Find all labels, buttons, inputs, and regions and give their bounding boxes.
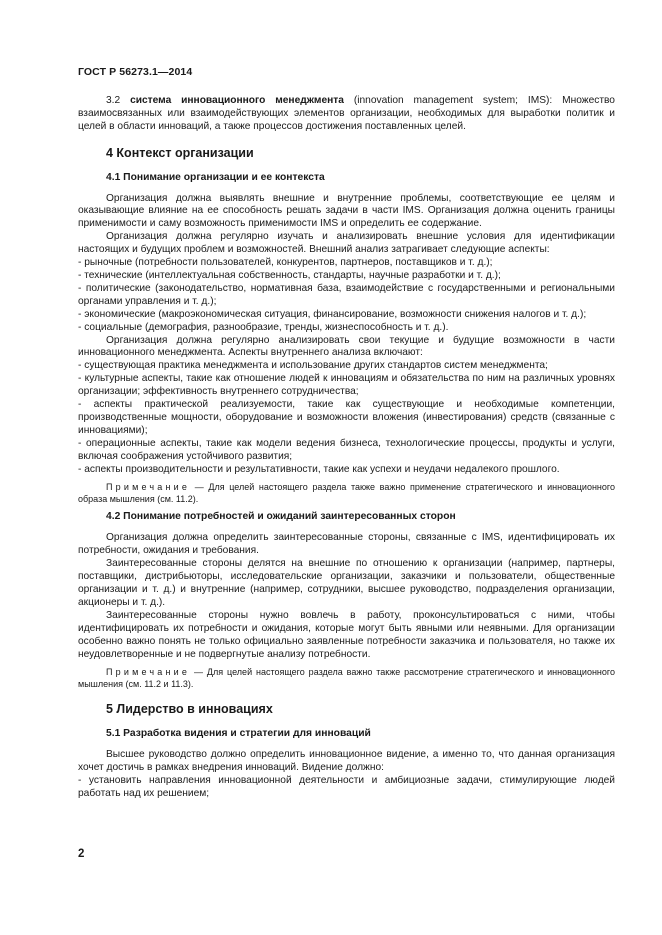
note-text: — Для целей настоящего раздела также важно применение стратегического и инновационного образа мышления (см. 11.2). [78, 482, 615, 504]
list-item: - экономические (макроэкономическая ситуация, финансирование, возможности снижения налогов и т. д.); [78, 308, 587, 320]
definition-number: 3.2 [106, 95, 121, 106]
note [78, 482, 615, 505]
paragraph: Организация должна определить заинтересованные стороны, связанные с IMS, идентифицировать их потребности, ожидания и требования. [78, 532, 615, 557]
note-text: — Для целей настоящего раздела важно также рассмотрение стратегического и инновационного мышления (см. 11.2 и 11.3). [78, 667, 615, 689]
list-item: - аспекты производительности и результативности, такие как успехи и неудачи недалекого прошлого. [78, 463, 560, 475]
definition-term: система инновационного менеджмента [130, 95, 344, 106]
note [78, 667, 615, 690]
list-item: - установить направления инновационной деятельности и амбициозные задачи, стимулирующие людей работать над их решением; [78, 775, 615, 799]
document-header: ГОСТ Р 56273.1—2014 [78, 66, 193, 78]
paragraph: Организация должна регулярно анализировать свои текущие и будущие возможности в части инновационного менеджмента. Аспекты внутреннего анализа включают: [78, 334, 615, 359]
list-item: - технические (интеллектуальная собственность, стандарты, научные разработки и т. д.); [78, 269, 501, 281]
note-label: Примечание [106, 482, 191, 493]
paragraph: Заинтересованные стороны нужно вовлечь в работу, проконсультироваться с ними, чтобы идентифицировать их потребности и ожидания, которые могут быть явными или неявными. Для организации особенно важно понять не только официально заявленные потребности заказчика и пользователя, но также их неудовлетворенные и не подвергнутые анализу потребности. [78, 609, 615, 660]
list-item: - культурные аспекты, такие как отношение людей к инновациям и обязательства по ним на различных уровнях организации; эффективность внутреннего сотрудничества; [78, 373, 615, 398]
section-5-1-title: 5.1 Разработка видения и стратегии для инноваций [106, 728, 371, 740]
section-4-title: 4 Контекст организации [106, 145, 254, 160]
list-item: - рыночные (потребности пользователей, конкурентов, партнеров, поставщиков и т. д.); [78, 257, 493, 269]
list-item: - существующая практика менеджмента и использование других стандартов систем менеджмента; [78, 360, 548, 372]
list-item: - аспекты практической реализуемости, такие как существующие и необходимые компетенции, производственные мощности, оборудование и возможности вложения (инвестирования) средств (связанные с инновациями); [78, 399, 615, 436]
section-4-1-title: 4.1 Понимание организации и ее контекста [106, 171, 325, 183]
section-5-title: 5 Лидерство в инновациях [106, 702, 273, 717]
paragraph: Организация должна выявлять внешние и внутренние проблемы, соответствующие ее целям и оказывающие влияние на ее способность решать задачи в части IMS. Организация должна оценить границы применимости и саму возможность применимости IMS и определить ее содержание. [78, 192, 615, 230]
definition-3-2 [78, 95, 615, 134]
paragraph: Заинтересованные стороны делятся на внешние по отношению к организации (например, партнеры, поставщики, дистрибьюторы, исследовательские организации, заказчики и пользователи, общественные организации и т. д.) и внутренние (например, сотрудники, высшее руководство, подразделения организации, акционеры и т. д.). [78, 558, 615, 608]
note-label: Примечание [106, 667, 191, 678]
definition-text: (innovation management system; IMS): Множество взаимосвязанных или взаимодействующих элементов организации, необходимых для выработки политик и целей в области инноваций, а также процессов достижения поставленных целей. [78, 95, 615, 132]
document-body [78, 95, 615, 801]
list-item: - политические (законодательство, нормативная база, взаимодействие с государственными и региональными органами управления и т. д.); [78, 282, 615, 307]
paragraph: Организация должна регулярно изучать и анализировать внешние условия для идентификации настоящих и будущих проблем и возможностей. Внешний анализ затрагивает следующие аспекты: [78, 231, 615, 256]
paragraph: Высшее руководство должно определить инновационное видение, а именно то, что данная организация хочет достичь в рамках внедрения инноваций. Видение должно: [78, 749, 615, 774]
list-item: - операционные аспекты, такие как модели ведения бизнеса, технологические процессы, продукты и услуги, включая соображения устойчивого развития; [78, 437, 615, 462]
page-number: 2 [78, 848, 85, 860]
list-item: - социальные (демография, разнообразие, тренды, жизнеспособность и т. д.). [78, 321, 449, 333]
section-4-2-title: 4.2 Понимание потребностей и ожиданий заинтересованных сторон [106, 511, 456, 523]
